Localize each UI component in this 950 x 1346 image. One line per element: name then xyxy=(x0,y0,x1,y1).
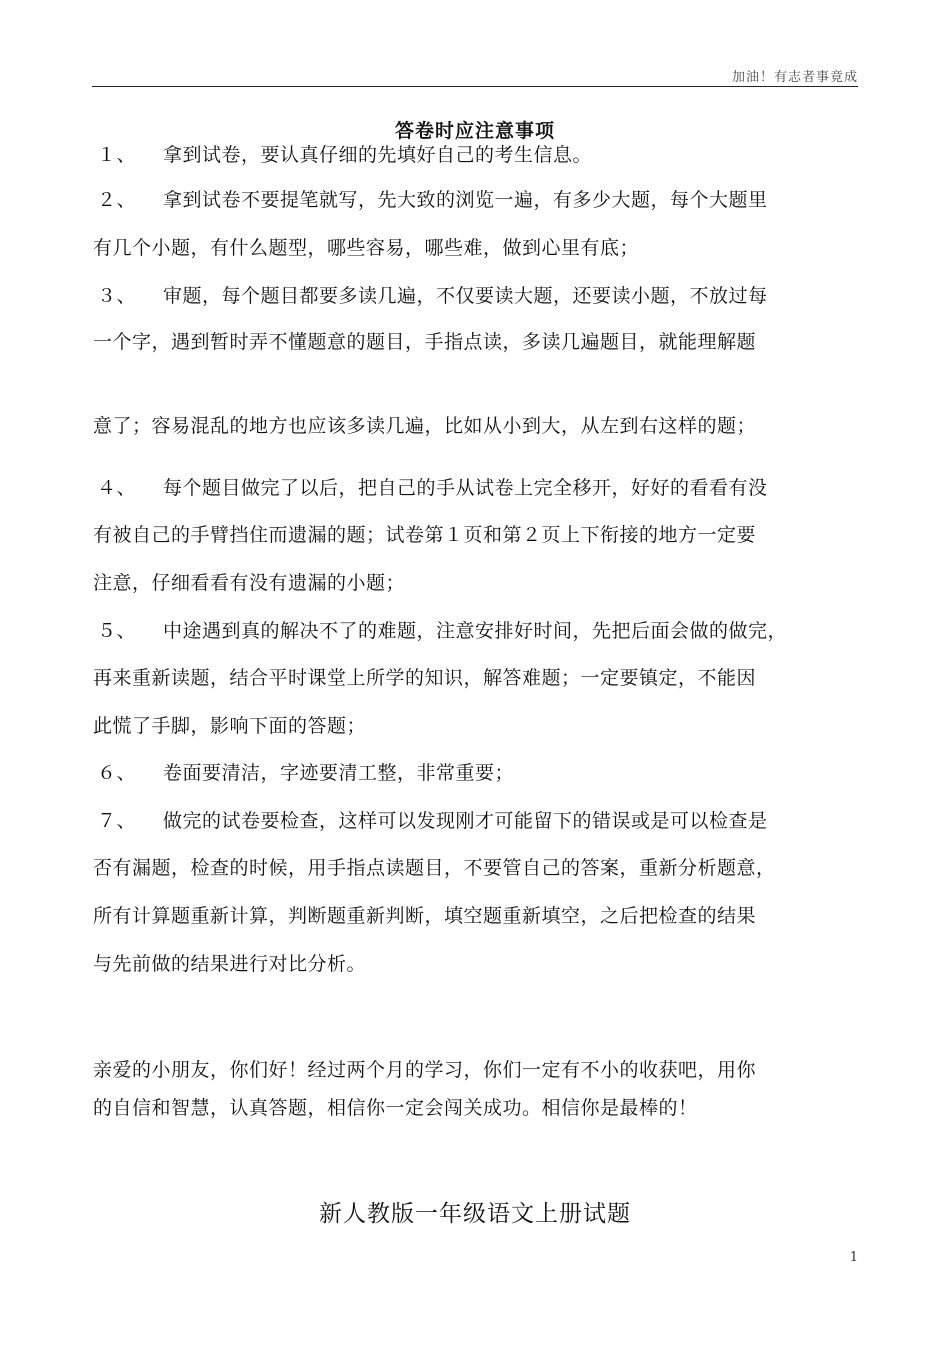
page-number: 1 xyxy=(849,1250,858,1265)
notice-line xyxy=(93,666,863,690)
greeting-line: 的自信和智慧，认真答题，相信你一定会闯关成功。相信你是最棒的！ xyxy=(93,1097,698,1119)
greeting-line: 亲爱的小朋友，你们好！经过两个月的学习，你们一定有不小的收获吧，用你 xyxy=(93,1059,757,1081)
notice-line xyxy=(93,761,863,785)
line-text: 中途遇到真的解决不了的难题，注意安排好时间，先把后面会做的做完， xyxy=(163,620,788,642)
line-text: 做完的试卷要检查，这样可以发现刚才可能留下的错误或是可以检查是 xyxy=(163,810,768,832)
line-text: 否有漏题，检查的时候，用手指点读题目，不要管自己的答案，重新分析题意， xyxy=(93,857,776,879)
item-number: ３、 xyxy=(97,285,137,307)
line-text: 所有计算题重新计算，判断题重新判断，填空题重新填空，之后把检查的结果 xyxy=(93,905,757,927)
line-text: 有几个小题，有什么题型，哪些容易，哪些难，做到心里有底； xyxy=(93,237,640,259)
line-text: 再来重新读题，结合平时课堂上所学的知识，解答难题；一定要镇定，不能因 xyxy=(93,667,757,689)
notice-line xyxy=(93,856,863,880)
notice-line xyxy=(93,284,863,308)
line-text: 注意，仔细看看有没有遗漏的小题； xyxy=(93,572,406,594)
item-number: １、 xyxy=(97,144,137,166)
line-text: 拿到试卷不要提笔就写，先大致的浏览一遍，有多少大题，每个大题里 xyxy=(163,189,768,211)
line-text: 审题，每个题目都要多读几遍，不仅要读大题，还要读小题，不放过每 xyxy=(163,285,768,307)
exam-title: 新人教版一年级语文上册试题 xyxy=(319,1201,631,1227)
line-text: 一个字，遇到暂时弄不懂题意的题目，手指点读，多读几遍题目，就能理解题 xyxy=(93,331,757,353)
line-text: 卷面要清洁，字迹要清工整，非常重要； xyxy=(163,762,515,784)
notice-line xyxy=(93,476,863,500)
notice-line xyxy=(93,952,863,976)
notice-line xyxy=(93,188,863,212)
notice-line xyxy=(93,714,863,738)
notice-line xyxy=(93,236,863,260)
notice-line xyxy=(93,330,863,354)
notice-line xyxy=(93,414,863,438)
line-text: 拿到试卷，要认真仔细的先填好自己的考生信息。 xyxy=(163,144,593,166)
item-number: ５、 xyxy=(97,620,137,642)
item-number: ２、 xyxy=(97,189,137,211)
line-text: 每个题目做完了以后，把自己的手从试卷上完全移开，好好的看看有没 xyxy=(163,477,768,499)
item-number: ７、 xyxy=(97,810,137,832)
line-text: 此慌了手脚，影响下面的答题； xyxy=(93,715,367,737)
line-text: 意了；容易混乱的地方也应该多读几遍，比如从小到大，从左到右这样的题； xyxy=(93,415,757,437)
line-text: 有被自己的手臂挡住而遗漏的题；试卷第１页和第２页上下衔接的地方一定要 xyxy=(93,524,757,546)
notice-line xyxy=(93,571,863,595)
notice-line xyxy=(93,523,863,547)
item-number: ４、 xyxy=(97,477,137,499)
notice-line xyxy=(93,809,863,833)
notice-line xyxy=(93,143,863,167)
notice-line xyxy=(93,904,863,928)
notice-line xyxy=(93,619,863,643)
item-number: ６、 xyxy=(97,762,137,784)
notice-title: 答卷时应注意事项 xyxy=(394,120,555,142)
header-divider xyxy=(92,86,858,87)
line-text: 与先前做的结果进行对比分析。 xyxy=(93,953,367,975)
header-motto: 加油！有志者事竟成 xyxy=(731,70,858,85)
